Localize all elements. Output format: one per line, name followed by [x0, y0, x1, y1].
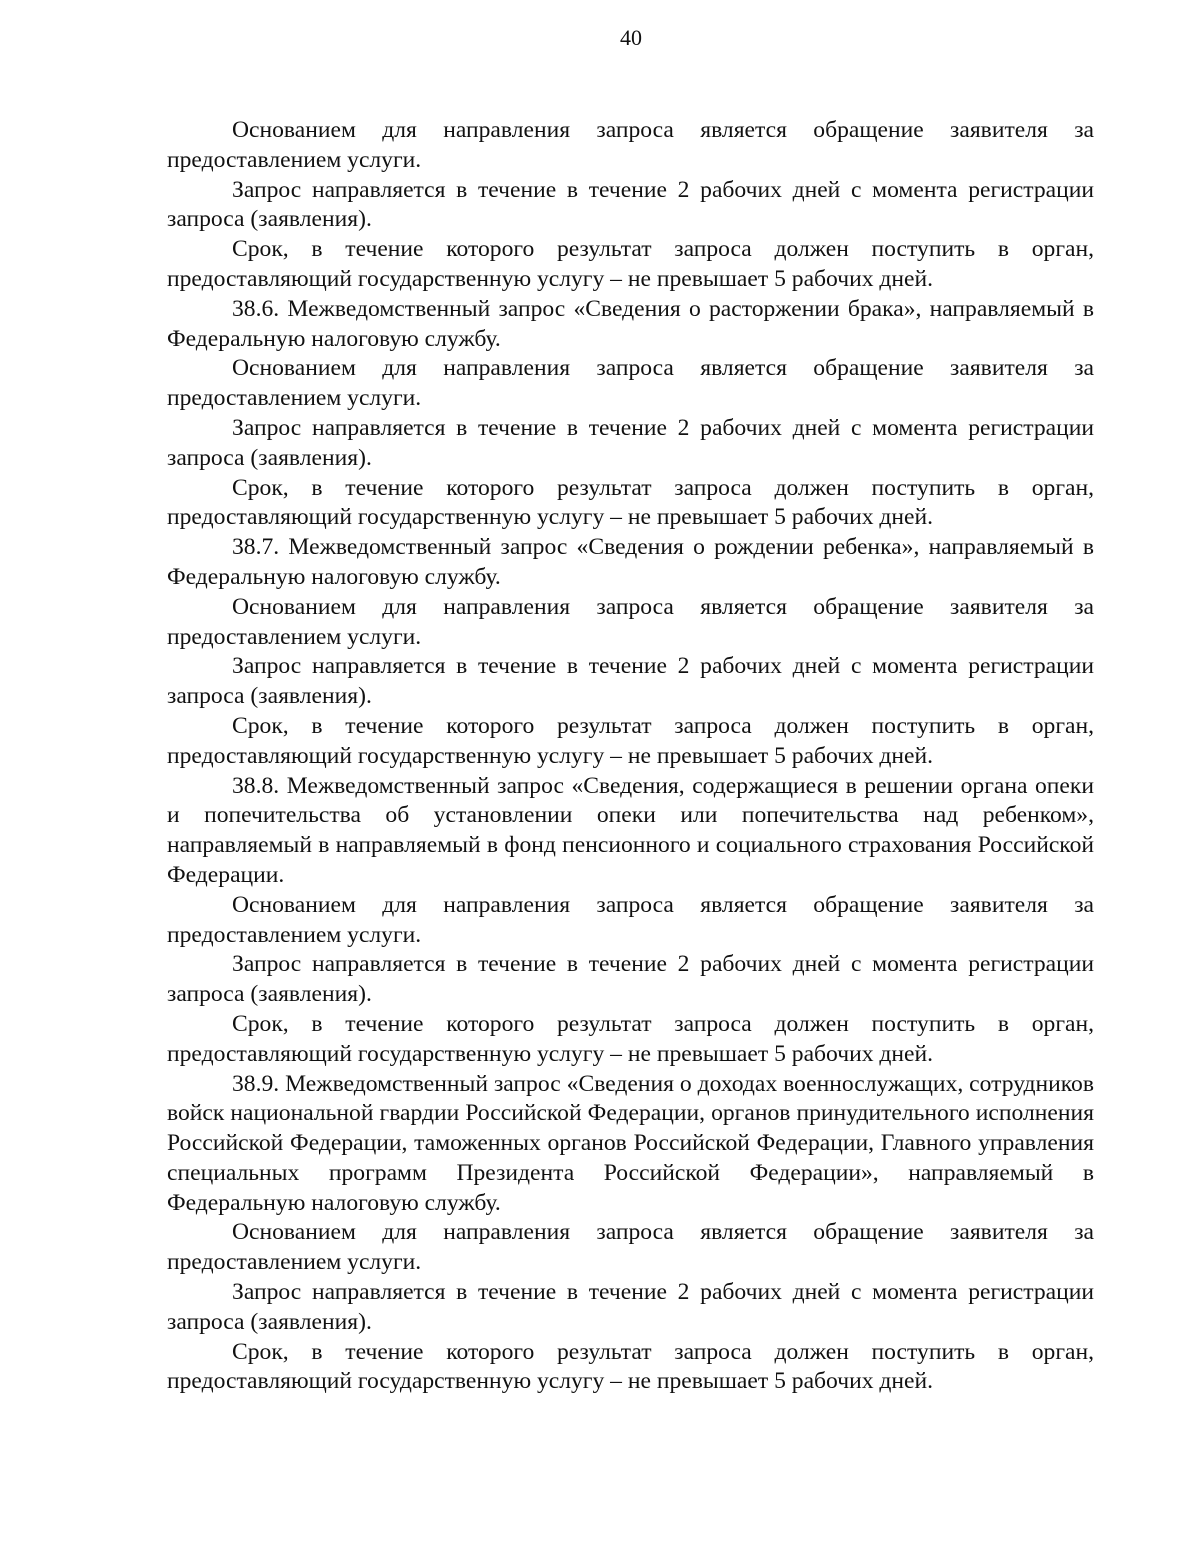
paragraph: Основанием для направления запроса является обращение заявителя за предоставлением услуги.	[167, 355, 1094, 412]
paragraph: Срок, в течение которого результат запроса должен поступить в орган, предоставляющий государственную услугу – не превышает 5 рабочих дней.	[167, 474, 1094, 531]
section-38-6: 38.6. Межведомственный запрос «Сведения о расторжении брака», направляемый в Федеральную налоговую службу.	[167, 295, 1094, 352]
paragraph: Запрос направляется в течение в течение 2 рабочих дней с момента регистрации запроса (заявления).	[167, 653, 1094, 710]
paragraph: Основанием для направления запроса является обращение заявителя за предоставлением услуги.	[167, 1219, 1094, 1276]
paragraph: Срок, в течение которого результат запроса должен поступить в орган, предоставляющий государственную услугу – не превышает 5 рабочих дней.	[167, 1010, 1094, 1067]
paragraph: Основанием для направления запроса является обращение заявителя за предоставлением услуги.	[167, 593, 1094, 650]
section-38-8: 38.8. Межведомственный запрос «Сведения, содержащиеся в решении органа опеки и попечительства об установлении опеки или попечительства над ребенком», направляемый в направляемый в фонд пенсионного и социального страхования Российской Федерации.	[167, 772, 1094, 888]
paragraph: Запрос направляется в течение в течение 2 рабочих дней с момента регистрации запроса (заявления).	[167, 1279, 1094, 1335]
page-number: 40	[620, 25, 642, 50]
paragraph: Срок, в течение которого результат запроса должен поступить в орган, предоставляющий государственную услугу – не превышает 5 рабочих дней.	[167, 236, 1094, 292]
paragraph: Срок, в течение которого результат запроса должен поступить в орган, предоставляющий государственную услугу – не превышает 5 рабочих дней.	[167, 712, 1094, 769]
paragraph: Запрос направляется в течение в течение 2 рабочих дней с момента регистрации запроса (заявления).	[167, 176, 1094, 233]
document-body	[167, 116, 1094, 1397]
section-38-7: 38.7. Межведомственный запрос «Сведения о рождении ребенка», направляемый в Федеральную налоговую службу.	[167, 534, 1094, 590]
paragraph: Срок, в течение которого результат запроса должен поступить в орган, предоставляющий государственную услугу – не превышает 5 рабочих дней.	[167, 1338, 1094, 1395]
paragraph: Основанием для направления запроса является обращение заявителя за предоставлением услуги.	[167, 117, 1094, 173]
paragraph: Запрос направляется в течение в течение 2 рабочих дней с момента регистрации запроса (заявления).	[167, 414, 1094, 471]
paragraph: Запрос направляется в течение в течение 2 рабочих дней с момента регистрации запроса (заявления).	[167, 951, 1094, 1008]
paragraph: Основанием для направления запроса является обращение заявителя за предоставлением услуги.	[167, 891, 1094, 948]
section-38-9: 38.9. Межведомственный запрос «Сведения о доходах военнослужащих, сотрудников войск национальной гвардии Российской Федерации, органов принудительного исполнения Российской Федерации, таможенных органов Российской Федерации, Главного управления специальных программ Президента Российской Федерации», направляемый в Федеральную налоговую службу.	[167, 1070, 1094, 1216]
